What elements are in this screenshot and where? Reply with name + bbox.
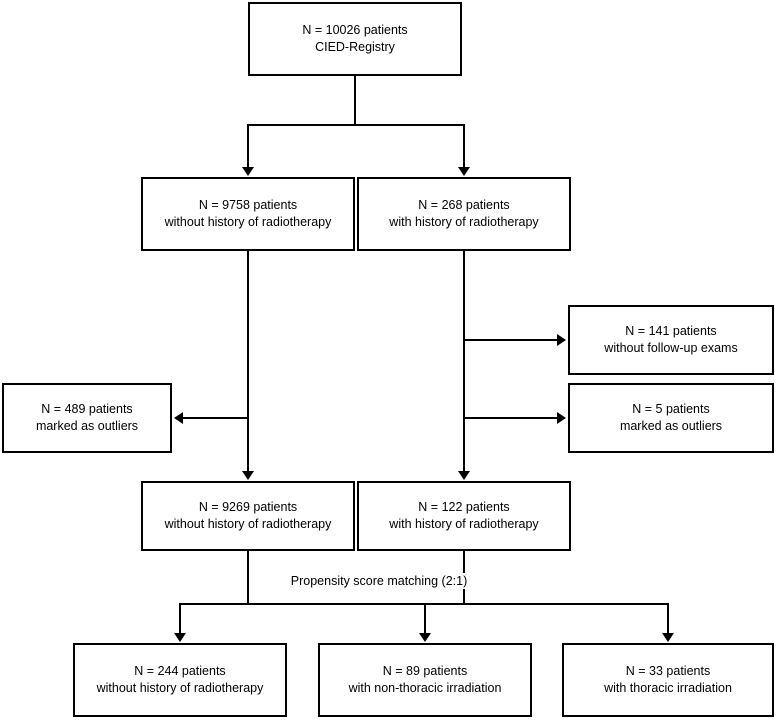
arrowhead-to-with-radiotherapy-final	[458, 471, 470, 480]
arrowhead-to-outliers-radiotherapy	[557, 412, 566, 424]
node-registry-line1: N = 10026 patients	[302, 23, 408, 37]
node-matched-nonthoracic	[318, 643, 532, 717]
node-no-followup-exams-line2: without follow-up exams	[604, 341, 738, 355]
node-outliers-no-radiotherapy-line1: N = 489 patients	[41, 402, 133, 416]
arrowhead-to-no-followup-exams	[557, 334, 566, 346]
arrowhead-to-with-radiotherapy	[458, 167, 470, 176]
node-with-radiotherapy-line1: N = 268 patients	[418, 198, 510, 212]
node-matched-no-radiotherapy-line2: without history of radiotherapy	[96, 681, 264, 695]
node-matched-nonthoracic-line2: with non-thoracic irradiation	[348, 681, 502, 695]
node-matched-thoracic-line1: N = 33 patients	[625, 664, 711, 678]
node-no-followup-exams	[568, 305, 774, 375]
arrowhead-to-matched-no-radiotherapy	[174, 633, 186, 642]
node-no-radiotherapy-final-line2: without history of radiotherapy	[164, 517, 332, 531]
node-no-radiotherapy	[141, 177, 355, 251]
arrowhead-to-no-radiotherapy-final	[242, 471, 254, 480]
node-matched-thoracic	[562, 643, 774, 717]
node-outliers-no-radiotherapy-line2: marked as outliers	[35, 419, 139, 433]
node-no-radiotherapy-final	[141, 481, 355, 551]
arrowhead-to-matched-nonthoracic	[419, 633, 431, 642]
connector-split-left-down	[247, 124, 249, 168]
connector-no-radiotherapy-final-down	[247, 551, 249, 603]
arrowhead-to-outliers-no-radiotherapy	[174, 412, 183, 424]
connector-split-bus	[247, 124, 465, 126]
node-registry-line2: CIED-Registry	[315, 40, 395, 54]
connector-split-right-down	[463, 124, 465, 168]
node-outliers-radiotherapy-line1: N = 5 patients	[632, 402, 710, 416]
node-no-radiotherapy-line2: without history of radiotherapy	[164, 215, 332, 229]
node-matched-no-radiotherapy	[73, 643, 287, 717]
connector-with-radiotherapy-down	[463, 251, 465, 472]
connector-to-outliers-radiotherapy	[463, 417, 557, 419]
connector-matched-nonthoracic-down	[424, 603, 426, 634]
node-registry	[248, 2, 462, 76]
node-with-radiotherapy-final-line1: N = 122 patients	[418, 500, 510, 514]
node-outliers-no-radiotherapy	[2, 383, 172, 453]
arrowhead-to-matched-thoracic	[662, 633, 674, 642]
node-with-radiotherapy-final	[357, 481, 571, 551]
node-no-radiotherapy-final-line1: N = 9269 patients	[198, 500, 298, 514]
arrowhead-to-no-radiotherapy	[242, 167, 254, 176]
connector-no-radiotherapy-down	[247, 251, 249, 472]
node-matched-no-radiotherapy-line1: N = 244 patients	[134, 664, 226, 678]
node-outliers-radiotherapy	[568, 383, 774, 453]
node-with-radiotherapy-line2: with history of radiotherapy	[389, 215, 539, 229]
connector-to-no-followup-exams	[463, 339, 557, 341]
node-outliers-radiotherapy-line2: marked as outliers	[619, 419, 723, 433]
caption-propensity-score-matching: Propensity score matching (2:1)	[255, 573, 503, 589]
connector-registry-down	[354, 76, 356, 124]
node-matched-nonthoracic-line1: N = 89 patients	[382, 664, 468, 678]
connector-to-outliers-no-radiotherapy	[183, 417, 247, 419]
node-matched-thoracic-line2: with thoracic irradiation	[604, 681, 732, 695]
node-with-radiotherapy-final-line2: with history of radiotherapy	[389, 517, 539, 531]
node-no-followup-exams-line1: N = 141 patients	[625, 324, 717, 338]
connector-matched-thoracic-down	[667, 603, 669, 634]
node-with-radiotherapy	[357, 177, 571, 251]
connector-matched-no-radiotherapy-down	[179, 603, 181, 634]
node-no-radiotherapy-line1: N = 9758 patients	[198, 198, 298, 212]
